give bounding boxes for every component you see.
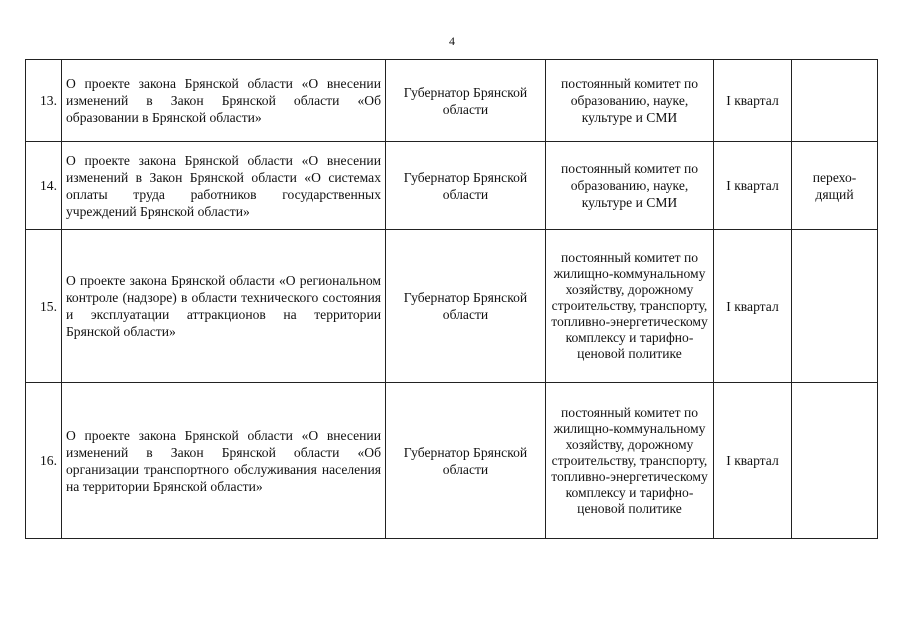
committee-cell: постоянный комитет по жилищно-коммунальному хозяйству, дорожному строительству, транспорту, топливно-энергетическому комплексу и тарифно-ценовой политике (546, 230, 714, 383)
table-row (26, 383, 878, 539)
row-number: 13. (26, 60, 62, 142)
bill-title: О проекте закона Брянской области «О внесении изменений в Закон Брянской области «О системах оплаты труда работников государственных учреждений Брянской области» (62, 142, 386, 230)
note-cell (792, 230, 878, 383)
note-cell (792, 60, 878, 142)
initiator-cell: Губернатор Брянской области (386, 60, 546, 142)
bill-title: О проекте закона Брянской области «О внесении изменений в Закон Брянской области «Об организации транспортного обслуживания населения на территории Брянской области» (62, 383, 386, 539)
committee-cell: постоянный комитет по образованию, науке, культуре и СМИ (546, 142, 714, 230)
table-row (26, 230, 878, 383)
initiator-cell: Губернатор Брянской области (386, 230, 546, 383)
note-cell: перехо-дящий (792, 142, 878, 230)
bill-title: О проекте закона Брянской области «О региональном контроле (надзоре) в области технического состояния и эксплуатации аттракционов на территории Брянской области» (62, 230, 386, 383)
row-number: 15. (26, 230, 62, 383)
initiator-cell: Губернатор Брянской области (386, 142, 546, 230)
page-number: 4 (449, 34, 455, 48)
table-row (26, 60, 878, 142)
note-cell (792, 383, 878, 539)
term-cell: I квартал (714, 383, 792, 539)
term-cell: I квартал (714, 230, 792, 383)
row-number: 14. (26, 142, 62, 230)
bill-title: О проекте закона Брянской области «О внесении изменений в Закон Брянской области «Об образовании в Брянской области» (62, 60, 386, 142)
initiator-cell: Губернатор Брянской области (386, 383, 546, 539)
term-cell: I квартал (714, 142, 792, 230)
term-cell: I квартал (714, 60, 792, 142)
committee-cell: постоянный комитет по образованию, науке, культуре и СМИ (546, 60, 714, 142)
row-number: 16. (26, 383, 62, 539)
table-row (26, 142, 878, 230)
committee-cell: постоянный комитет по жилищно-коммунальному хозяйству, дорожному строительству, транспорту, топливно-энергетическому комплексу и тарифно-ценовой политике (546, 383, 714, 539)
legislative-plan-table (25, 59, 878, 539)
